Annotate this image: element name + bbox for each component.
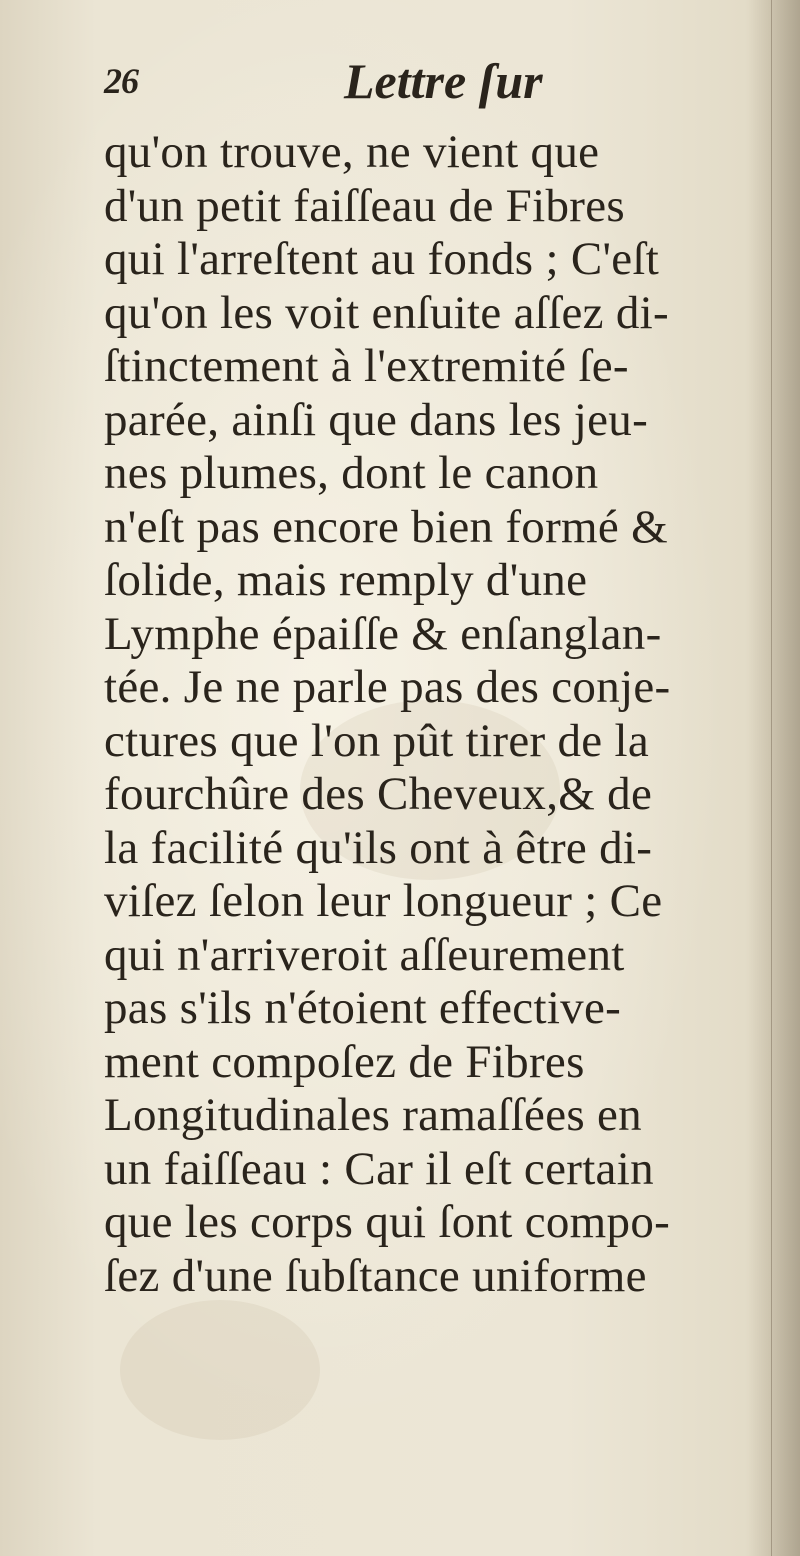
text-line: d'un petit faiſſeau de Fibres	[104, 179, 625, 232]
paper-stain	[120, 1300, 320, 1440]
text-line: ſtinctement à l'extremité ſe-	[104, 340, 629, 392]
text-line: que les corps qui ſont compo-	[104, 1196, 671, 1248]
text-line: ment compoſez de Fibres	[104, 1035, 585, 1088]
page-number: 26	[104, 61, 138, 101]
text-line: ſez d'une ſubſtance uniforme	[104, 1249, 647, 1302]
running-title: Lettre ſur	[344, 53, 543, 109]
body-text	[104, 126, 776, 1303]
text-line: parée, ainſi que dans les jeu-	[104, 393, 649, 446]
text-line: la facilité qu'ils ont à être di-	[104, 821, 653, 874]
text-line: qu'on les voit enſuite aſſez di-	[104, 286, 669, 339]
text-line: tée. Je ne parle pas des conje-	[104, 661, 671, 713]
text-line: un faiſſeau : Car il eſt certain	[104, 1142, 654, 1195]
text-line: pas s'ils n'étoient effective-	[104, 982, 622, 1034]
page-header	[104, 52, 620, 112]
text-line: qui n'arriveroit aſſeurement	[104, 928, 625, 981]
text-line: qui l'arreſtent au fonds ; C'eſt	[104, 233, 660, 285]
text-line: fourchûre des Cheveux,& de	[104, 768, 653, 820]
text-line: ctures que l'on pût tirer de la	[104, 714, 650, 767]
text-line: ſolide, mais remply d'une	[104, 554, 588, 606]
text-line: Lymphe épaiſſe & enſanglan-	[104, 607, 662, 660]
text-line: viſez ſelon leur longueur ; Ce	[104, 875, 663, 927]
page-edge-line	[771, 0, 772, 1556]
text-line: Longitudinales ramaſſées en	[104, 1089, 642, 1141]
text-line: qu'on trouve, ne vient que	[104, 126, 600, 178]
text-line: n'eſt pas encore bien formé &	[104, 500, 668, 553]
page-edge-shadow	[748, 0, 800, 1556]
text-line: nes plumes, dont le canon	[104, 447, 599, 499]
